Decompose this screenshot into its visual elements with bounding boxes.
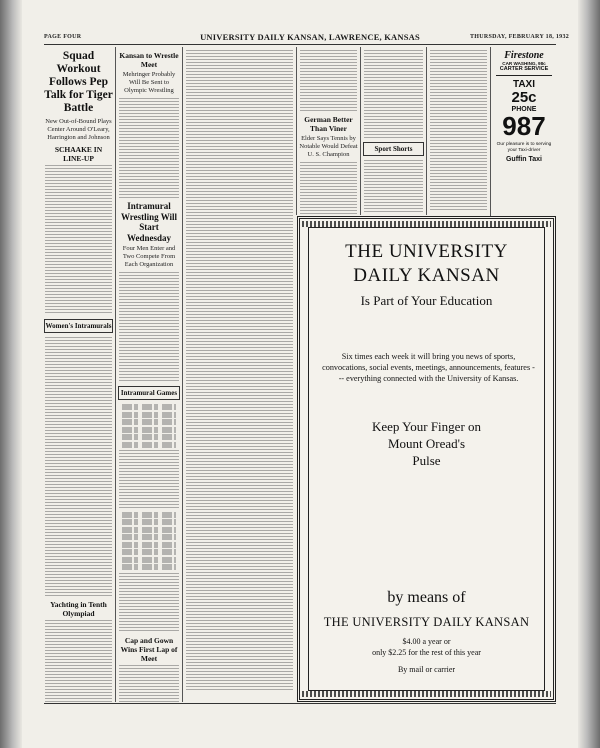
column-rule xyxy=(490,182,491,216)
ad-title-line1: THE UNIVERSITY xyxy=(345,241,508,262)
column-sports-2 xyxy=(118,48,180,702)
column-sports-3 xyxy=(185,48,294,702)
results-table xyxy=(122,549,176,555)
masthead: UNIVERSITY DAILY KANSAN, LAWRENCE, KANSAS xyxy=(200,32,420,42)
by-means-of: by means of xyxy=(387,589,466,606)
headline-kansan-wrestle: Kansan to Wrestle Meet xyxy=(119,51,179,69)
article-text xyxy=(45,337,112,597)
article-text xyxy=(364,50,423,138)
article-text xyxy=(119,272,179,382)
taxi-label: TAXI xyxy=(512,79,536,90)
results-table xyxy=(122,512,176,518)
ad-body: Six times each week it will bring you news of sports, convocations, social events, meetings, announcements, features --- everything connected with the University of Kansas. xyxy=(322,352,535,383)
price-line2: only $2.25 for the rest of this year xyxy=(372,648,481,657)
deck-out-of-bound: New Out-of-Bound Plays Center Around O'Leary, Harrington and Johnson xyxy=(45,118,112,141)
article-text xyxy=(119,98,179,198)
price-line1: $4.00 a year or xyxy=(402,637,451,646)
results-table xyxy=(122,442,176,448)
results-table xyxy=(122,434,176,440)
results-table xyxy=(122,404,176,410)
headline-squad-workout: Squad Workout Follows Pep Talk for Tiger Battle xyxy=(44,50,113,114)
taxi-fare: 25c xyxy=(511,89,537,106)
results-table xyxy=(122,412,176,418)
taxi-advertisement xyxy=(492,50,556,182)
divider xyxy=(496,75,552,76)
phone-label: PHONE xyxy=(511,106,537,113)
deck-elder-says: Elder Says Tennis by Notable Would Defeat U. S. Champion xyxy=(299,135,358,159)
subhead-schaake: SCHAAKE IN LINE-UP xyxy=(54,145,103,163)
results-table xyxy=(122,519,176,525)
results-table xyxy=(122,427,176,433)
delivery-line: By mail or carrier xyxy=(397,665,456,674)
page-folio: PAGE FOUR xyxy=(44,34,82,40)
article-text xyxy=(300,162,357,214)
kansan-subscription-ad xyxy=(297,216,556,702)
slogan-line3: Pulse xyxy=(412,453,441,468)
ad-closing: THE UNIVERSITY DAILY KANSAN xyxy=(323,615,530,629)
deck-four-men: Four Men Enter and Two Compete From Each Organization xyxy=(122,245,176,268)
column-sports-5 xyxy=(363,48,424,214)
results-table xyxy=(122,527,176,533)
article-text xyxy=(45,165,112,315)
taxi-tagline: Our pleasure is to serving your Taxi-driver xyxy=(496,142,552,153)
headline-cap-and-gown: Cap and Gown Wins First Lap of Meet xyxy=(120,635,178,663)
dateline: THURSDAY, FEBRUARY 18, 1932 xyxy=(470,34,570,40)
article-text xyxy=(119,450,179,510)
section-heading-intramural-games: Intramural Games xyxy=(118,386,180,400)
article-text xyxy=(430,50,487,210)
column-sports-1 xyxy=(44,48,113,702)
column-rule xyxy=(296,47,297,215)
column-rule xyxy=(360,47,361,215)
firestone-logo: Firestone xyxy=(504,50,544,61)
slogan-line1: Keep Your Finger on xyxy=(371,419,482,434)
article-text xyxy=(119,665,179,702)
deck-mehringer: Mehringer Probably Will Be Sent to Olympic Wrestling xyxy=(122,71,176,94)
slogan-line2: Mount Oread's xyxy=(387,436,466,451)
article-text xyxy=(45,620,112,702)
car-washing-line: CAR WASHING, 98c xyxy=(502,61,546,66)
column-sports-6 xyxy=(429,48,488,214)
headline-yachting: Yachting in Tenth Olympiad xyxy=(50,600,107,619)
results-table xyxy=(122,534,176,540)
article-text xyxy=(300,50,357,112)
results-table xyxy=(122,542,176,548)
carter-service-line: CARTER SERVICE xyxy=(499,65,549,72)
scan-margin-left xyxy=(0,0,22,748)
results-table xyxy=(122,564,176,570)
results-table xyxy=(122,419,176,425)
article-text xyxy=(119,573,179,633)
header-rule xyxy=(44,44,556,45)
column-rule xyxy=(115,47,116,702)
company-name: Guffin Taxi xyxy=(505,156,543,163)
ad-title-line2: DAILY KANSAN xyxy=(353,265,500,286)
headline-german-better: German Better Than Viner xyxy=(304,115,353,134)
section-heading-sport-shorts: Sport Shorts xyxy=(363,142,424,156)
results-table xyxy=(122,557,176,563)
ad-subtitle: Is Part of Your Education xyxy=(360,293,493,308)
section-heading-womens-intramurals: Women's Intramurals xyxy=(44,319,113,333)
article-text xyxy=(186,50,293,690)
phone-number: 987 xyxy=(502,111,546,141)
column-rule xyxy=(182,47,183,702)
scan-margin-right xyxy=(578,0,600,748)
greek-key-border-bottom xyxy=(302,691,551,697)
footer-rule xyxy=(44,703,556,704)
headline-intramural-wrestling: Intramural Wrestling Will Start Wednesday xyxy=(120,201,178,243)
article-text xyxy=(364,160,423,214)
column-rule xyxy=(426,47,427,215)
column-sports-4 xyxy=(299,48,358,214)
